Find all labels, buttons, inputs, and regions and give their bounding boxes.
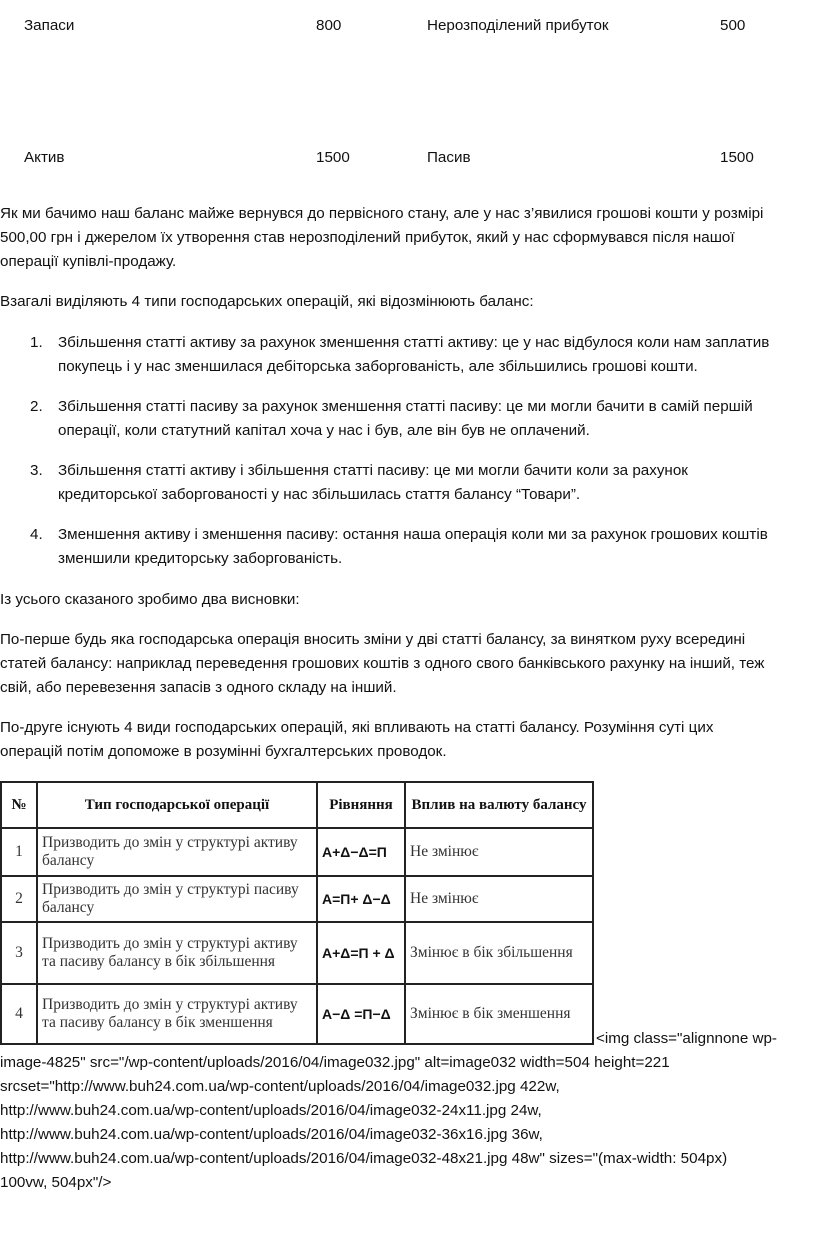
paragraph-line: Як ми бачимо наш баланс майже вернувся до первісного стану, але у нас з’явилися грошові кошти у розмірі [0,205,764,222]
paragraph-line: операцій потім допоможе в розумінні бухгалтерських проводок. [0,743,447,760]
table-header-row [1,782,593,828]
paragraph-line: 500,00 грн і джерелом їх утворення став нерозподілений прибуток, який у нас сформувався після нашої [0,229,735,246]
list-item-line: Зменшення активу і зменшення пасиву: остання наша операція коли ми за рахунок грошових коштів [58,526,768,543]
raw-html-code-line: http://www.buh24.com.ua/wp-content/uploads/2016/04/image032-36x16.jpg 36w, [0,1126,543,1143]
list-item-line: Збільшення статті активу і збільшення статті пасиву: це ми могли бачити коли за рахунок [58,462,688,479]
paragraph-line: По-друге існують 4 види господарських операцій, які впливають на статті балансу. Розуміння суті цих [0,719,714,736]
table-header-equation: Рівняння [317,782,405,828]
list-item-line: операції, коли статутний капітал хоча у нас і був, але він був не оплачений. [58,422,590,439]
raw-html-code-line: 100vw, 504px"/> [0,1174,112,1191]
table-cell-number: 1 [1,828,37,876]
table-header-effect: Вплив на валюту балансу [405,782,593,828]
table-cell-type: Призводить до змін у структурі активу та пасиву балансу в бік збільшення [37,922,317,984]
paragraph-line: Взагалі виділяють 4 типи господарських операцій, які відозмінюють баланс: [0,293,534,310]
table-cell-effect: Змінює в бік збільшення [405,922,593,984]
paragraph-line: Із усього сказаного зробимо два висновки: [0,591,300,608]
table-header-number: № [1,782,37,828]
paragraph-first-conclusion [0,628,812,700]
balance-asset-name: Запаси [24,17,75,34]
list-item [0,395,812,443]
list-item-line: покупець і у нас зменшилася дебіторська заборгованість, але збільшились грошові кошти. [58,358,698,375]
paragraph-line: статей балансу: наприклад переведення грошових коштів з одного свого банківського рахунку на інший, теж [0,655,765,672]
balance-asset-value: 800 [316,17,342,34]
list-item-number: 4. [30,526,43,543]
balance-liability-value: 500 [720,17,746,34]
table-cell-equation: А+Δ−Δ=П [317,828,405,876]
table-cell-type: Призводить до змін у структурі активу та пасиву балансу в бік зменшення [37,984,317,1044]
raw-html-code-line: srcset="http://www.buh24.com.ua/wp-content/uploads/2016/04/image032.jpg 422w, [0,1078,560,1095]
paragraph-line: операції купівлі-продажу. [0,253,177,270]
table-row [1,876,593,922]
list-item-line: Збільшення статті пасиву за рахунок зменшення статті пасиву: це ми могли бачити в самій першій [58,398,753,415]
raw-html-code-line: image-4825" src="/wp-content/uploads/2016/04/image032.jpg" alt=image032 width=504 height=221 [0,1054,670,1071]
raw-html-code [0,1051,812,1195]
paragraph-balance-summary [0,202,812,274]
table-header-type: Тип господарської операції [37,782,317,828]
table-cell-equation: А=П+ Δ−Δ [317,876,405,922]
table-cell-effect: Змінює в бік зменшення [405,984,593,1044]
paragraph-line: свій, або перевезення запасів з одного складу на інший. [0,679,397,696]
list-item-line: Збільшення статті активу за рахунок зменшення статті активу: це у нас відбулося коли нам заплатив [58,334,770,351]
table-cell-number: 2 [1,876,37,922]
paragraph-conclusions-intro [0,588,812,612]
paragraph-second-conclusion [0,716,812,764]
balance-total-asset-value: 1500 [316,149,350,166]
table-cell-number: 3 [1,922,37,984]
balance-total-liability-name: Пасив [427,149,471,166]
list-item-line: кредиторської заборгованості у нас збільшилась стаття балансу “Товари”. [58,486,581,503]
table-cell-type: Призводить до змін у структурі пасиву балансу [37,876,317,922]
table-row [1,984,593,1044]
table-row [1,828,593,876]
list-item [0,331,812,379]
list-item-number: 1. [30,334,43,351]
table-cell-number: 4 [1,984,37,1044]
table-cell-effect: Не змінює [405,876,593,922]
table-cell-equation: А−Δ =П−Δ [317,984,405,1044]
table-cell-equation: А+Δ=П + Δ [317,922,405,984]
paragraph-line: По-перше будь яка господарська операція вносить зміни у дві статті балансу, за винятком руху всередині [0,631,746,648]
balance-liability-name: Нерозподілений прибуток [427,17,609,34]
table-cell-effect: Не змінює [405,828,593,876]
paragraph-operation-types-intro [0,290,812,314]
balance-total-asset-name: Актив [24,149,65,166]
operations-table-image [0,781,594,1045]
raw-html-code-line: http://www.buh24.com.ua/wp-content/uploads/2016/04/image032-24x11.jpg 24w, [0,1102,542,1119]
table-row [1,922,593,984]
list-item [0,459,812,507]
balance-total-liability-value: 1500 [720,149,754,166]
raw-html-code-line: http://www.buh24.com.ua/wp-content/uploads/2016/04/image032-48x21.jpg 48w" sizes="(max-width: 504px) [0,1150,728,1167]
raw-html-code-start: <img class="alignnone wp- [596,1030,777,1047]
list-item-number: 2. [30,398,43,415]
table-cell-type: Призводить до змін у структурі активу балансу [37,828,317,876]
list-item-line: зменшили кредиторську заборгованість. [58,550,343,567]
list-item-number: 3. [30,462,43,479]
list-item [0,523,812,571]
